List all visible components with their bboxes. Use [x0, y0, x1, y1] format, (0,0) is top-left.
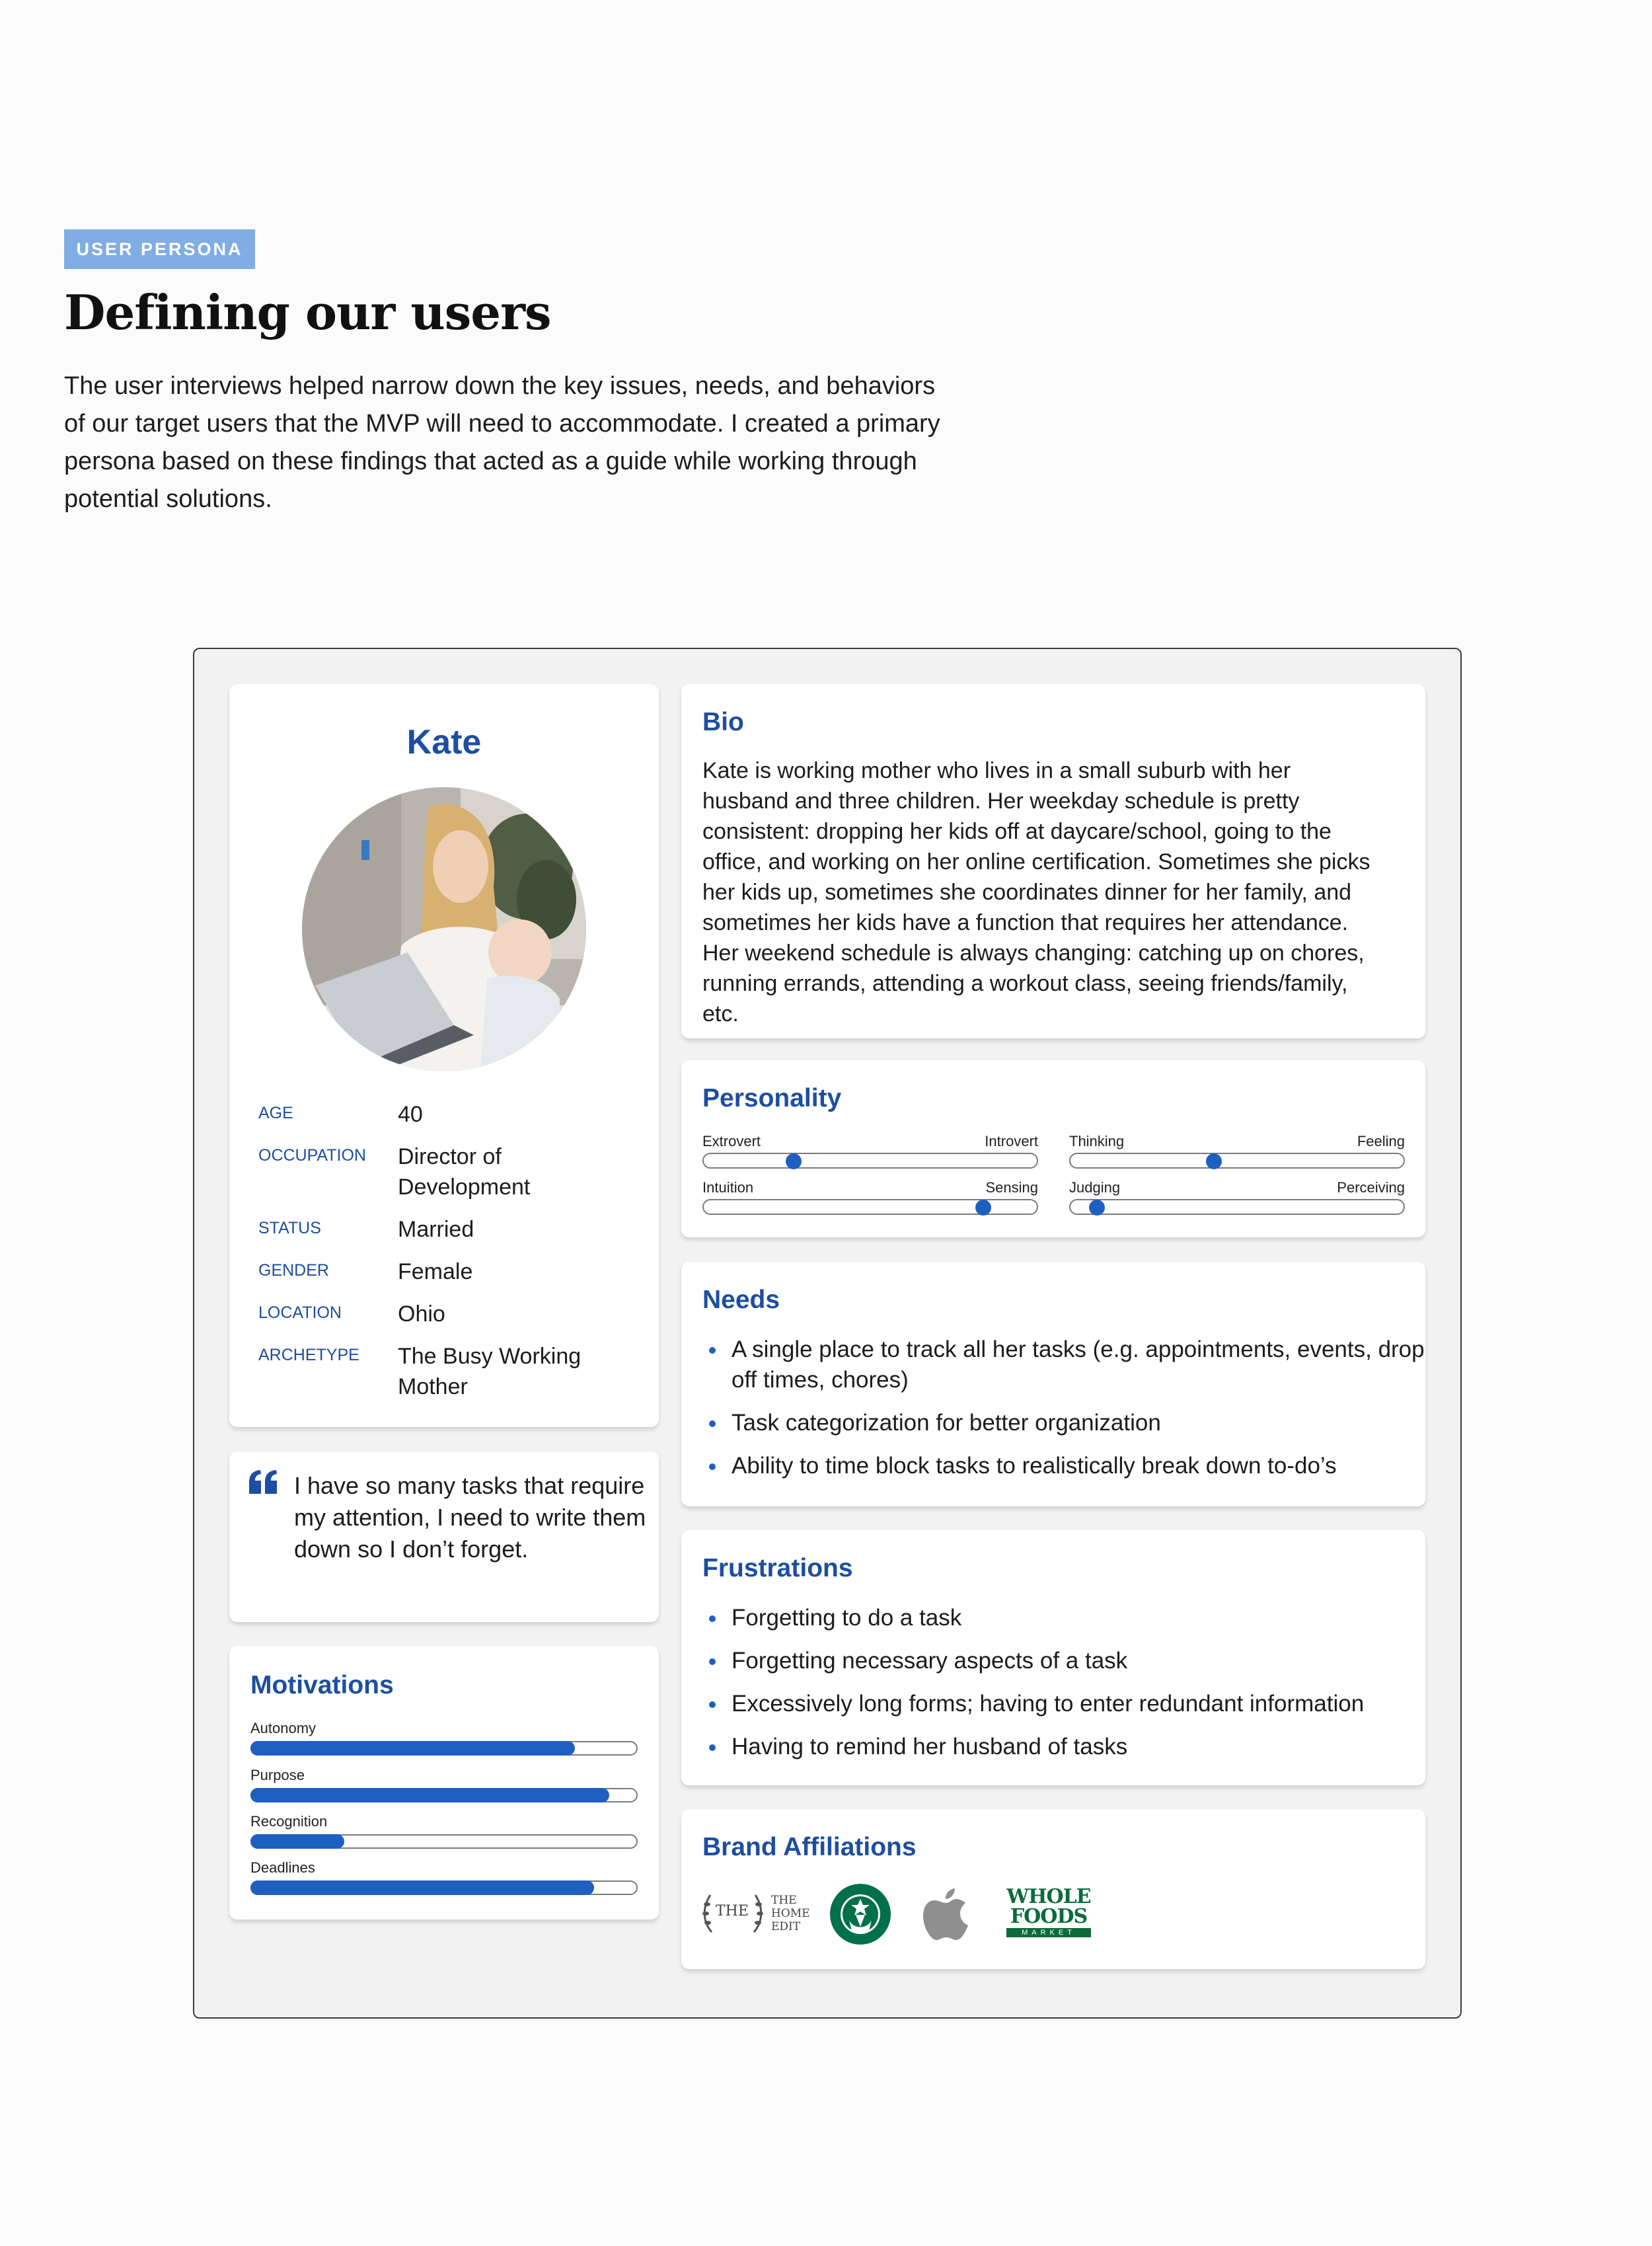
- frustrations-list: [702, 1603, 1429, 1775]
- motivation-deadlines: [250, 1859, 638, 1895]
- motivation-label: Purpose: [250, 1767, 305, 1783]
- trait-right-label: Sensing: [985, 1179, 1038, 1196]
- list-item: Having to remind her husband of tasks: [702, 1732, 1429, 1762]
- needs-card: [681, 1262, 1425, 1506]
- the-home-edit-line: THE: [771, 1894, 797, 1907]
- fact-label: LOCATION: [258, 1303, 342, 1322]
- persona-quote: I have so many tasks that require my attention, I need to write them down so I don’t forget.: [294, 1472, 646, 1563]
- list-item: Excessively long forms; having to enter redundant information: [702, 1689, 1429, 1719]
- trait-slider-knob: [1206, 1153, 1222, 1169]
- fact-location: [258, 1299, 628, 1329]
- list-item: A single place to track all her tasks (e.g. appointments, events, drop off times, chores): [702, 1335, 1429, 1395]
- personality-card: [681, 1060, 1425, 1237]
- frustrations-title: Frustrations: [702, 1554, 853, 1582]
- fact-label: STATUS: [258, 1219, 321, 1237]
- motivations-title: Motivations: [250, 1671, 394, 1699]
- motivation-bar-fill: [250, 1788, 609, 1802]
- trait-thinking-feeling: [1069, 1133, 1405, 1169]
- fact-archetype: [258, 1341, 628, 1402]
- trait-left-label: Thinking: [1069, 1133, 1125, 1149]
- fact-occupation: [258, 1142, 628, 1202]
- list-item: Task categorization for better organization: [702, 1408, 1429, 1438]
- list-item: Forgetting to do a task: [702, 1603, 1429, 1633]
- section-tag: USER PERSONA: [64, 229, 255, 269]
- brands-card: [681, 1809, 1425, 1969]
- fact-status: [258, 1214, 628, 1245]
- bio-title: Bio: [702, 708, 744, 736]
- trait-right-label: Perceiving: [1337, 1179, 1405, 1196]
- bio-text: Kate is working mother who lives in a small suburb with her husband and three children. Her weekday schedule is pretty consistent: dropping her kids off at daycare/school, going to the office, and working on her online certification. Sometimes she picks her kids up, sometimes she coordinates dinner for her family, and sometimes her kids have a function that requires her attendance. Her weekend schedule is always changing: catching up on chores, running errands, attending a workout class, seeing friends/family, etc.: [702, 758, 1370, 1026]
- profile-card: [229, 684, 659, 1427]
- motivation-bar-fill: [250, 1880, 594, 1895]
- trait-right-label: Introvert: [985, 1133, 1038, 1149]
- whole-foods-market-band: MARKET: [1006, 1928, 1091, 1937]
- motivation-bar-fill: [250, 1741, 575, 1756]
- motivation-recognition: [250, 1813, 638, 1849]
- the-home-edit-monogram: THE: [716, 1903, 749, 1919]
- starbucks-logo: [829, 1883, 891, 1945]
- whole-foods-line: WHOLE: [1006, 1885, 1091, 1908]
- trait-left-label: Intuition: [702, 1179, 754, 1196]
- trait-slider: [1069, 1153, 1405, 1169]
- persona-name: Kate: [406, 723, 482, 761]
- motivation-label: Deadlines: [250, 1859, 315, 1876]
- motivation-label: Autonomy: [250, 1720, 317, 1736]
- trait-left-label: Extrovert: [702, 1133, 761, 1149]
- fact-gender: [258, 1257, 628, 1287]
- apple-logo: [923, 1887, 969, 1941]
- fact-label: OCCUPATION: [258, 1146, 366, 1165]
- motivation-label: Recognition: [250, 1813, 328, 1830]
- bio-card: [681, 684, 1425, 1038]
- motivations-card: [229, 1646, 659, 1919]
- persona-facts: [258, 1099, 628, 1414]
- fact-label: ARCHETYPE: [258, 1346, 359, 1364]
- motivation-bar: [250, 1741, 638, 1756]
- trait-slider-knob: [1089, 1200, 1105, 1216]
- persona-board: [193, 648, 1462, 2019]
- fact-label: GENDER: [258, 1261, 329, 1280]
- trait-slider: [1069, 1199, 1405, 1215]
- fact-value: Director of Development: [398, 1144, 531, 1200]
- the-home-edit-logo: [701, 1887, 820, 1940]
- frustrations-card: [681, 1530, 1425, 1785]
- the-home-edit-line: HOME: [771, 1907, 810, 1920]
- fact-value: Married: [398, 1217, 474, 1242]
- needs-list: [702, 1335, 1429, 1494]
- motivation-bar: [250, 1834, 638, 1849]
- trait-extrovert-introvert: [702, 1133, 1038, 1169]
- quote-icon: [249, 1470, 278, 1494]
- motivation-bar-fill: [250, 1834, 344, 1849]
- motivation-purpose: [250, 1767, 638, 1802]
- fact-age: [258, 1099, 628, 1130]
- list-item: Ability to time block tasks to realistically break down to-do’s: [702, 1451, 1429, 1481]
- motivation-autonomy: [250, 1720, 638, 1756]
- motivation-bar: [250, 1788, 638, 1802]
- whole-foods-line: FOODS: [1010, 1905, 1088, 1928]
- list-item: Forgetting necessary aspects of a task: [702, 1646, 1429, 1676]
- trait-slider-knob: [786, 1153, 802, 1169]
- fact-value: The Busy Working Mother: [398, 1344, 582, 1399]
- page-title: Defining our users: [64, 284, 551, 340]
- fact-value: 40: [398, 1102, 423, 1127]
- trait-slider: [702, 1153, 1038, 1169]
- persona-avatar: [302, 787, 586, 1071]
- motivation-bar: [250, 1880, 638, 1895]
- fact-label: AGE: [258, 1104, 293, 1122]
- trait-slider-knob: [975, 1200, 991, 1216]
- fact-value: Female: [398, 1259, 473, 1284]
- intro-paragraph: The user interviews helped narrow down the key issues, needs, and behaviors of our target users that the MVP will need to accommodate. I created a primary persona based on these findings that acted as a guide while working through potential solutions.: [64, 372, 940, 513]
- trait-intuition-sensing: [702, 1179, 1038, 1215]
- personality-title: Personality: [702, 1084, 842, 1112]
- quote-card: [229, 1452, 659, 1622]
- trait-judging-perceiving: [1069, 1179, 1405, 1215]
- needs-title: Needs: [702, 1286, 780, 1314]
- the-home-edit-line: EDIT: [771, 1920, 801, 1933]
- trait-slider: [702, 1199, 1038, 1215]
- trait-left-label: Judging: [1069, 1179, 1121, 1196]
- brands-title: Brand Affiliations: [702, 1833, 917, 1861]
- fact-value: Ohio: [398, 1301, 445, 1327]
- trait-right-label: Feeling: [1357, 1133, 1405, 1149]
- whole-foods-logo: [1002, 1887, 1095, 1943]
